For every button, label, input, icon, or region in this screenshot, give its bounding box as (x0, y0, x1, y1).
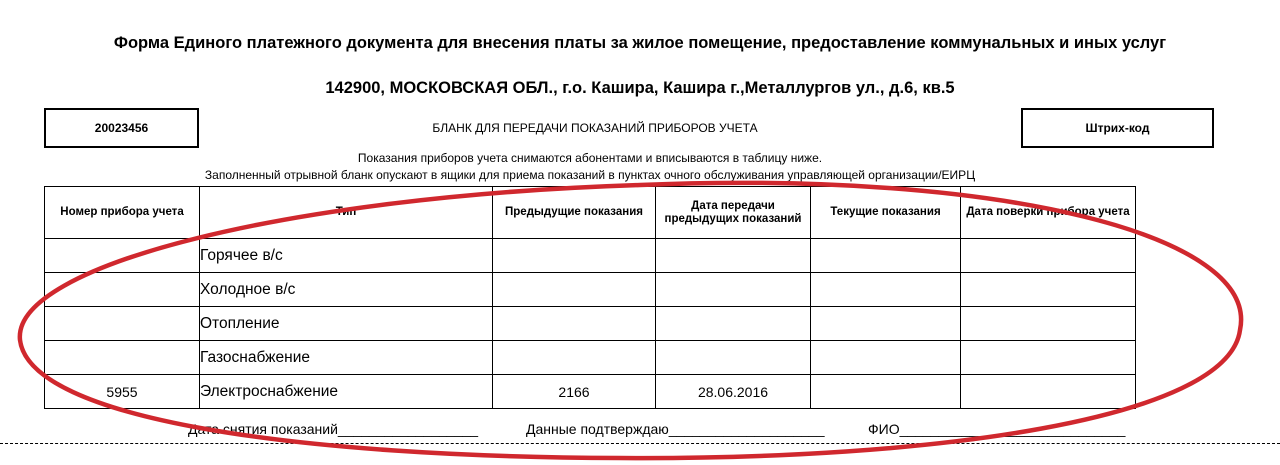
header-type: Тип (200, 187, 493, 239)
instruction-note-1: Показания приборов учета снимаются абонентами и вписываются в таблицу ниже. (357, 151, 823, 165)
fio-label: ФИО_____________________________ (868, 421, 1126, 437)
account-number-box: 20023456 (44, 108, 199, 148)
type-cell: Отопление (200, 307, 493, 341)
form-title: БЛАНК ДЛЯ ПЕРЕДАЧИ ПОКАЗАНИЙ ПРИБОРОВ УЧЕТА (432, 121, 758, 135)
document-title: Форма Единого платежного документа для внесения платы за жилое помещение, предоставление коммунальных и иных услуг (113, 34, 1167, 52)
header-previous-date: Дата передачи предыдущих показаний (656, 187, 811, 239)
confirm-label: Данные подтверждаю____________________ (526, 421, 825, 437)
header-previous-readings: Предыдущие показания (493, 187, 656, 239)
previous-reading-cell[interactable]: 2166 (493, 375, 656, 409)
reading-date-label: Дата снятия показаний__________________ (188, 421, 479, 437)
type-cell: Газоснабжение (200, 341, 493, 375)
header-current-readings: Текущие показания (811, 187, 961, 239)
barcode-box: Штрих-код (1021, 108, 1214, 148)
header-check-date: Дата поверки прибора учета (961, 187, 1136, 239)
meter-number-cell[interactable]: 5955 (45, 375, 200, 409)
previous-date-cell[interactable]: 28.06.2016 (656, 375, 811, 409)
type-cell: Электроснабжение (200, 375, 493, 409)
type-cell: Горячее в/с (200, 239, 493, 273)
type-cell: Холодное в/с (200, 273, 493, 307)
header-meter-number: Номер прибора учета (45, 187, 200, 239)
address: 142900, МОСКОВСКАЯ ОБЛ., г.о. Кашира, Кашира г.,Металлургов ул., д.6, кв.5 (325, 79, 955, 97)
instruction-note-2: Заполненный отрывной бланк опускают в ящики для приема показаний в пунктах очного обслуживания управляющей организации/ЕИРЦ (204, 168, 976, 182)
